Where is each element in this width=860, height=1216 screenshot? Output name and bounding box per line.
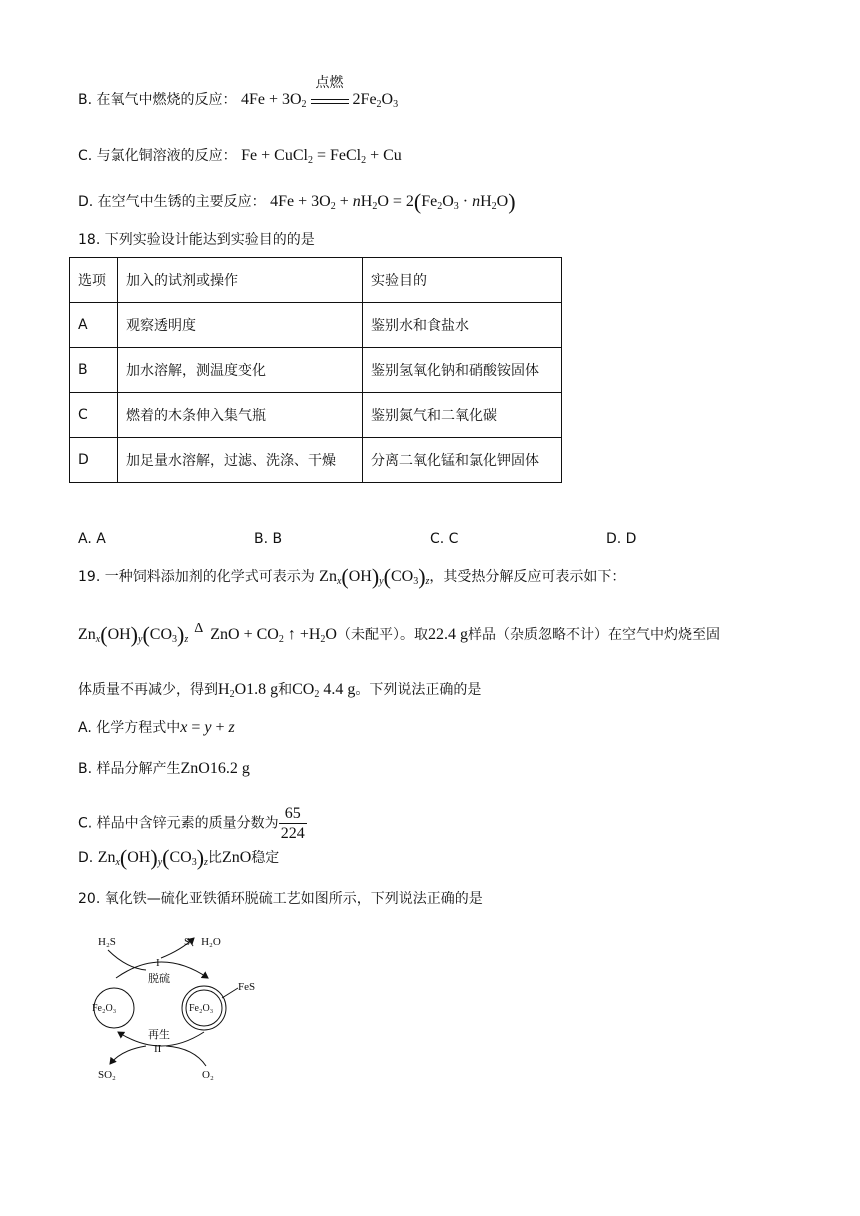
q18-option-a: A. A — [78, 531, 106, 547]
label-fes: FeS — [238, 981, 256, 993]
label-h2s: H₂S — [98, 936, 116, 948]
formula: $Zn_x(OH)_y(CO_3)_z$ — [319, 564, 430, 589]
q18-stem: 18. 下列实验设计能达到实验目的的是 — [78, 232, 315, 248]
q20-stem: 20. 氧化铁—硫化亚铁循环脱硫工艺如图所示，下列说法正确的是 — [78, 891, 483, 907]
q19-option-b: B. 样品分解产生ZnO16.2 g — [78, 760, 250, 777]
label-roman-1: I — [156, 957, 160, 969]
table-header-row: 选项 加入的试剂或操作 实验目的 — [70, 258, 562, 303]
q19-option-a: A. 化学方程式中x = y + z — [78, 719, 235, 736]
label-fe2o3-left: Fe₂O₃ — [92, 1003, 117, 1014]
q18-option-c: C. C — [430, 531, 459, 547]
desulfurization-cycle-diagram — [86, 928, 286, 1088]
equation-d: $4Fe + 3O_2 + nH_2O = 2(Fe_2O_3 \cdot nH_2O)$ — [270, 189, 516, 214]
q19-option-d: D. $Zn_x(OH)_y(CO_3)_z$比ZnO稳定 — [78, 845, 280, 870]
equation-b: $4Fe + 3O_2$ 点燃 $2Fe_2O_3$ — [240, 75, 399, 110]
q18-table — [69, 257, 562, 483]
fraction: $\frac{65}{224}$ — [280, 805, 305, 842]
q17-option-c: C. 与氯化铜溶液的反应： Fe + CuCl$_2$ = FeCl$_2$ + Cu — [78, 147, 402, 166]
table-row: A 观察透明度 鉴别水和食盐水 — [70, 303, 562, 348]
q17-option-b: B. 在氧气中燃烧的反应： $4Fe + 3O_2$ 点燃 $2Fe_2O_3$ — [78, 75, 399, 110]
label-regen: 再生 — [148, 1028, 170, 1041]
label-so2: SO₂ — [98, 1069, 116, 1081]
q19-equation-line: $Zn_x(OH)_y(CO_3)_z$ Δ ZnO + $CO_2$ ↑ $+H_2O$（未配平）。取22.4 g样品（杂质忽略不计）在空气中灼烧至固 — [78, 621, 720, 647]
reaction-condition: 点燃 — [311, 93, 349, 104]
label-o2: O₂ — [202, 1069, 214, 1081]
table-row: C 燃着的木条伸入集气瓶 鉴别氮气和二氧化碳 — [70, 393, 562, 438]
q19-option-c: C. 样品中含锌元素的质量分数为 $\frac{65}{224}$ — [78, 805, 305, 842]
table-row: D 加足量水溶解，过滤、洗涤、干燥 分离二氧化锰和氯化钾固体 — [70, 438, 562, 483]
label-desulf: 脱硫 — [148, 972, 170, 985]
decomposition-equation: $Zn_x(OH)_y(CO_3)_z$ Δ ZnO + $CO_2$ ↑ $+H_2O$ — [78, 621, 337, 647]
table-row: B 加水溶解，测温度变化 鉴别氢氧化钠和硝酸铵固体 — [70, 348, 562, 393]
equation-c: Fe + CuCl$_2$ = FeCl$_2$ + Cu — [241, 147, 402, 166]
q19-line3: 体质量不再减少，得到$H_2O1.8$ g和$CO_2$ 4.4 g。下列说法正确的是 — [78, 681, 482, 700]
q19-stem: 19. 一种饲料添加剂的化学式可表示为 $Zn_x(OH)_y(CO_3)_z$，其受热分解反应可表示如下： — [78, 564, 626, 589]
q18-option-d: D. D — [606, 531, 637, 547]
q18-option-b: B. B — [254, 531, 283, 547]
label-roman-2: II — [154, 1043, 162, 1055]
q17-option-d: D. 在空气中生锈的主要反应： $4Fe + 3O_2 + nH_2O = 2(Fe_2O_3 \cdot nH_2O)$ — [78, 189, 516, 214]
label-fe2o3-right: Fe₂O₃ — [189, 1003, 214, 1014]
label-s-h2o: S、H₂O — [184, 936, 221, 948]
